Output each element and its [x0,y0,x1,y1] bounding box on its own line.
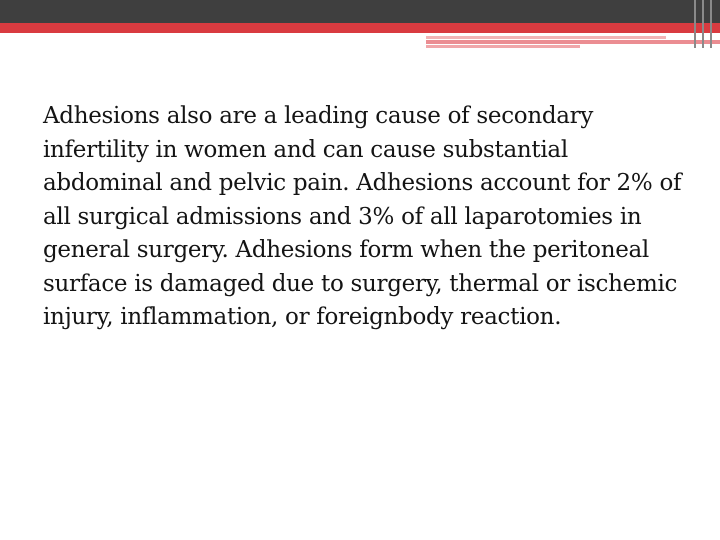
top-banner-red [0,23,720,33]
corner-decoration [690,0,720,48]
accent-stripe [426,40,720,44]
body-paragraph: Adhesions also are a leading cause of secondary infertility in women and can cause substantial abdominal and pelvic pain. Adhesions account for 2% of all surgical admissions and 3% of all laparotomies in general surgery. Adhesions form when the peritoneal surface is damaged due to surgery, thermal or ischemic injury, inflammation, or foreignbody reaction. [43,103,682,330]
corner-stripe [694,0,696,48]
corner-stripe [710,0,712,48]
top-banner-dark [0,0,720,23]
corner-stripe [702,0,704,48]
accent-stripe [426,36,666,39]
accent-stripe [426,45,580,48]
